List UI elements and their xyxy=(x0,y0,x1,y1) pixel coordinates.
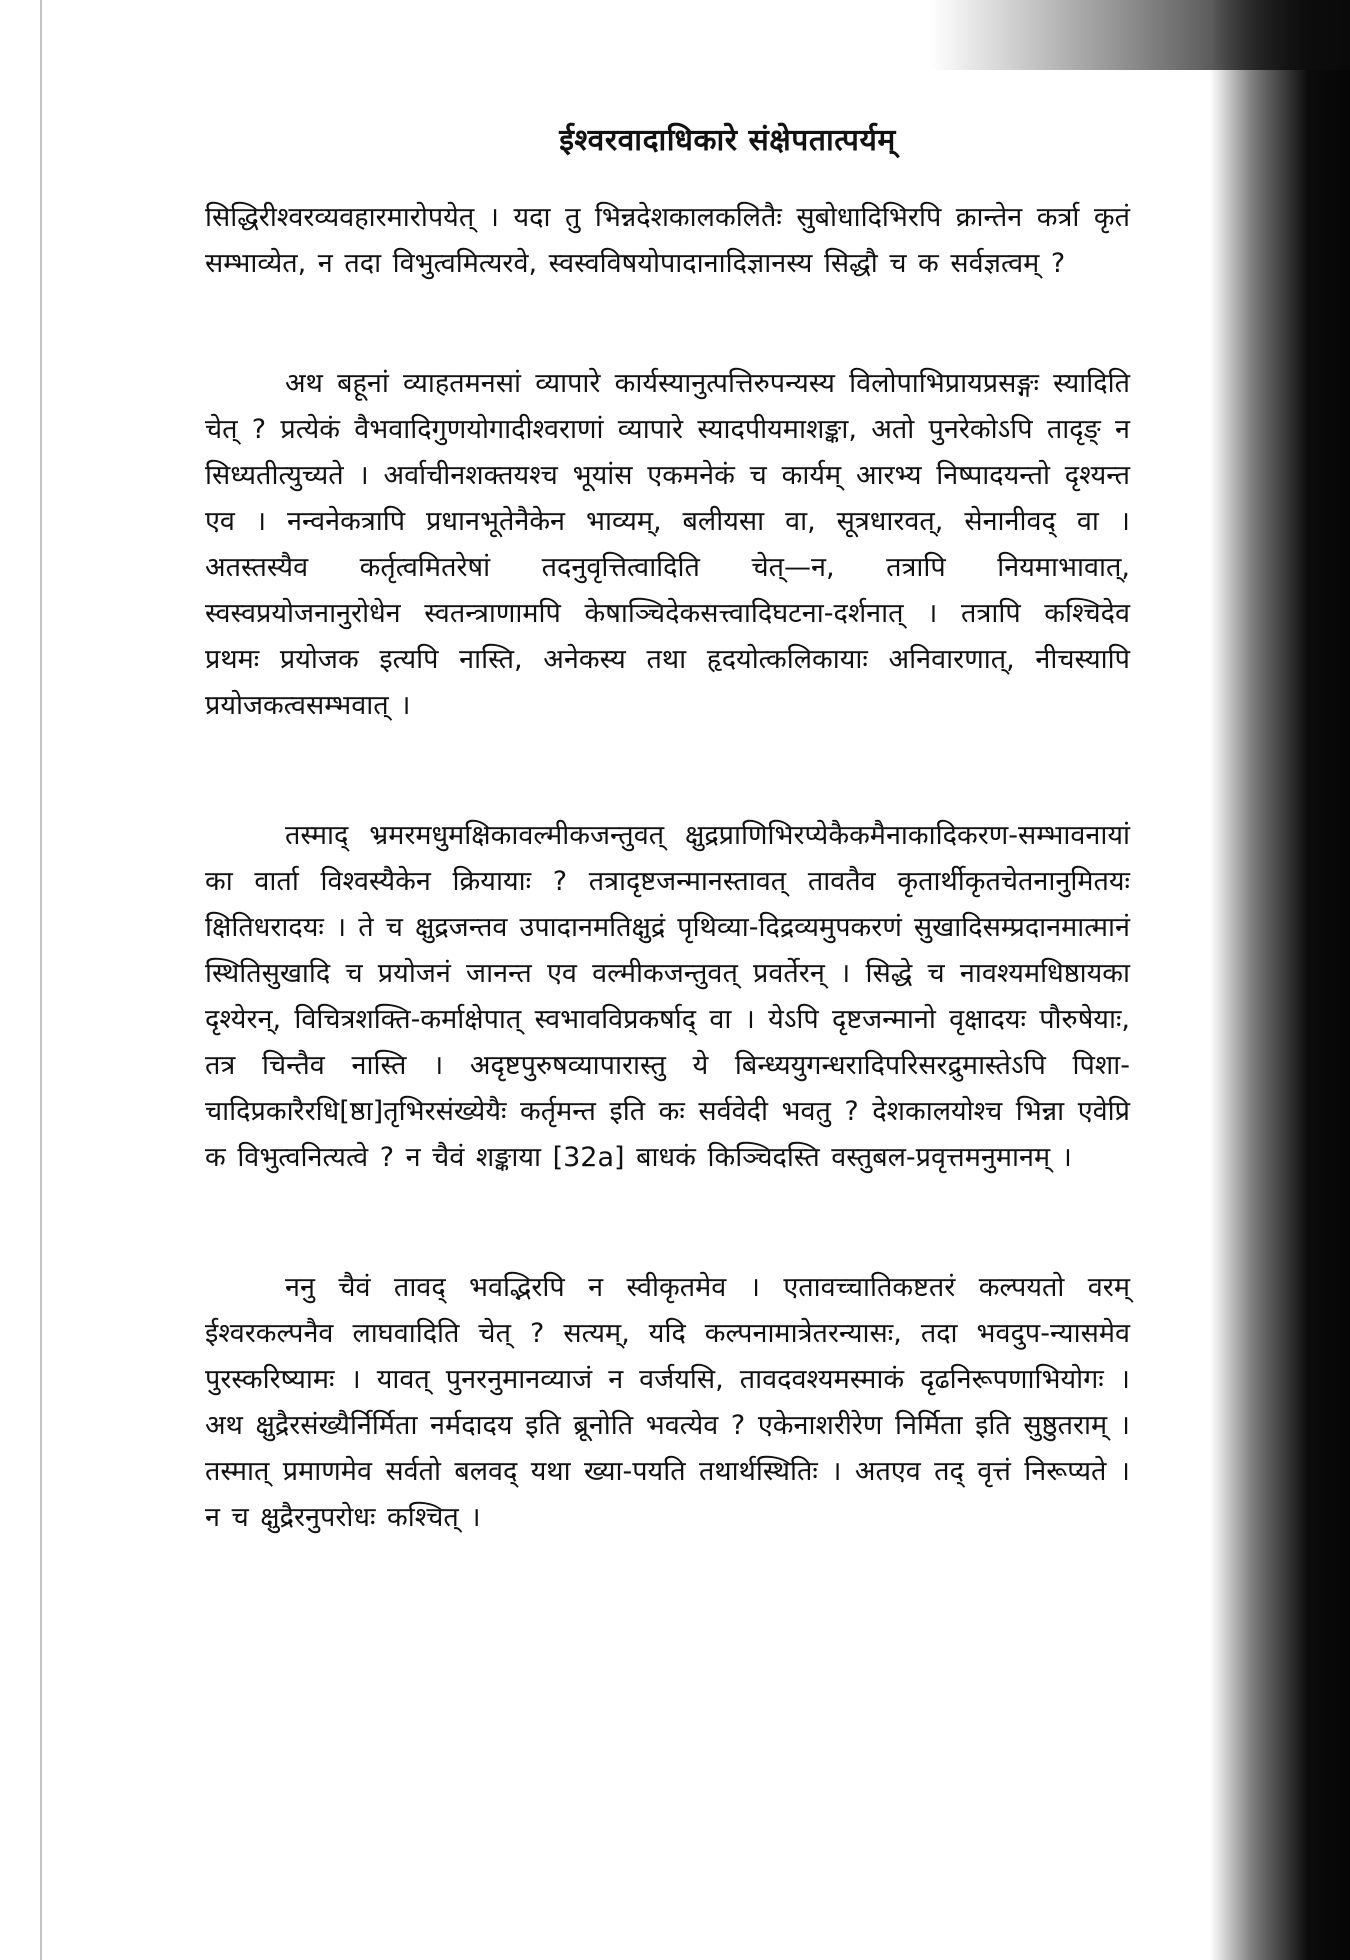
scan-right-shadow xyxy=(1210,0,1350,1960)
paragraph-4: ननु चैवं तावद् भवद्भिरपि न स्वीकृतमेव । एतावच्चातिकष्टतरं कल्पयतो वरम् ईश्वरकल्पनैव लाघवादिति चेत् ? सत्यम्, यदि कल्पनामात्रेतरन्यासः, तदा भवदुप-न्यासमेव पुरस्करिष्यामः । यावत् पुनरनुमानव्याजं न वर्जयसि, तावदवश्यमस्माकं दृढनिरूपणाभियोगः । अथ क्षुद्रैरसंख्यैर्निर्मिता नर्मदादय इति ब्रूनोति भवत्येव ? एकेनाशरीरेण निर्मिता इति सुष्ठुतराम् । तस्मात् प्रमाणमेव सर्वतो बलवद् यथा ख्या-पयति तथार्थस्थितिः । अतएव तद् वृत्तं निरूप्यते । न च क्षुद्रैरनुपरोधः कश्चित् । xyxy=(205,1272,1130,1533)
running-title: ईश्वरवादाधिकारे संक्षेपतात्पर्यम् xyxy=(559,123,896,158)
paragraph-3: तस्माद् भ्रमरमधुमक्षिकावल्मीकजन्तुवत् क्षुद्रप्राणिभिरप्येकैकमैनाकादिकरण-सम्भावनायां का वार्ता विश्वस्यैकेन क्रियायाः ? तत्रादृष्टजन्मानस्तावत् तावतैव कृतार्थीकृतचेतनानुमितयः क्षितिधरादयः । ते च क्षुद्रजन्तव उपादानमतिक्षुद्रं पृथिव्या-दिद्रव्यमुपकरणं सुखादिसम्प्रदानमात्मानं स्थितिसुखादि च प्रयोजनं जानन्त एव वल्मीकजन्तुवत् प्रवर्तेरन् । सिद्धे च नावश्यमधिष्ठायका दृश्येरन्, विचित्रशक्ति-कर्माक्षेपात् स्वभावविप्रकर्षाद् वा । येऽपि दृष्टजन्मानो वृक्षादयः पौरुषेयाः, तत्र चिन्तैव नास्ति । अदृष्टपुरुषव्यापारास्तु ये बिन्ध्ययुगन्धरादिपरिसरद्रुमास्तेऽपि पिशा-चादिप्रकारैरधि[ष्ठा]तृभिरसंख्येयैः कर्तृमन्त इति कः सर्ववेदी भवतु ? देशकालयोश्च भिन्ना एवेप्रि क विभुत्वनित्यत्वे ? न चैवं शङ्काया [32a] बाधकं किञ्चिदस्ति वस्तुबल-प्रवृत्तमनुमानम् । xyxy=(205,820,1130,1173)
paragraph-2: अथ बहूनां व्याहतमनसां व्यापारे कार्यस्यानुत्पत्तिरुपन्यस्य विलोपाभिप्रायप्रसङ्गः स्यादिति चेत् ? प्रत्येकं वैभवादिगुणयोगादीश्वराणां व्यापारे स्यादपीयमाशङ्का, अतो पुनरेकोऽपि तादृङ् न सिध्यतीत्युच्यते । अर्वाचीनशक्तयश्च भूयांस एकमनेकं च कार्यम् आरभ्य निष्पादयन्तो दृश्यन्त एव । नन्वनेकत्रापि प्रधानभूतेनैकेन भाव्यम्, बलीयसा वा, सूत्रधारवत्, सेनानीवद् वा । अतस्तस्यैव कर्तृत्वमितरेषां तदनुवृत्तित्वादिति चेत्—न, तत्रापि नियमाभावात्, स्वस्वप्रयोजनानुरोधेन स्वतन्त्राणामपि केषाञ्चिदेकसत्त्वादिघटना-दर्शनात् । तत्रापि कश्चिदेव प्रथमः प्रयोजक इत्यपि नास्ति, अनेकस्य तथा हृदयोत्कलिकायाः अनिवारणात्, नीचस्यापि प्रयोजकत्वसम्भवात् । xyxy=(205,368,1130,721)
scan-left-edge xyxy=(40,0,42,1960)
paragraph-1: सिद्धिरीश्वरव्यवहारमारोपयेत् । यदा तु भिन्नदेशकालकलितैः सुबोधादिभिरपि क्रान्तेन कर्त्रा कृतं सम्भाव्येत, न तदा विभुत्वमित्यरवे, स्वस्वविषयोपादानादिज्ञानस्य सिद्धौ च क सर्वज्ञत्वम् ? xyxy=(205,202,1130,279)
document-page xyxy=(205,118,1130,1541)
scan-top-shadow xyxy=(930,0,1350,70)
